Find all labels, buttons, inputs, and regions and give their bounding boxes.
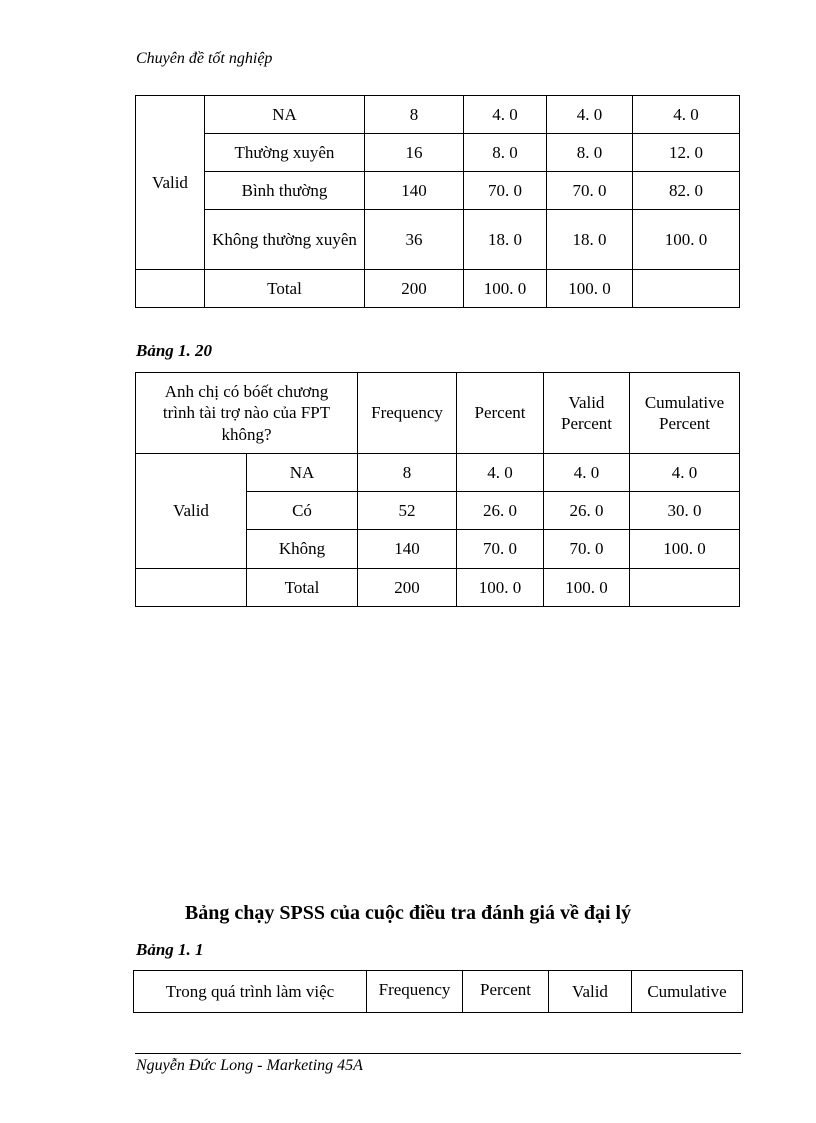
footer-divider (135, 1053, 741, 1054)
question-header: Trong quá trình làm việc (134, 971, 367, 1013)
row-label: Bình thường (205, 172, 365, 210)
col-header: Frequency (358, 373, 457, 454)
valid-percent-cell: 8. 0 (547, 134, 633, 172)
cumulative-percent-cell: 100. 0 (633, 210, 740, 270)
table-3 (133, 970, 743, 1013)
question-header: Anh chị có bóết chương trình tài trợ nào của FPT không? (136, 373, 358, 454)
valid-percent-cell: 70. 0 (544, 530, 630, 569)
cumulative-percent-cell (633, 270, 740, 308)
row-label: Total (247, 569, 358, 607)
percent-cell: 8. 0 (464, 134, 547, 172)
frequency-cell: 200 (358, 569, 457, 607)
row-label: NA (247, 454, 358, 492)
section-title: Bảng chạy SPSS của cuộc điều tra đánh giá về đại lý (184, 902, 632, 924)
table-1 (135, 95, 740, 308)
row-label: Không (247, 530, 358, 569)
cumulative-percent-cell: 82. 0 (633, 172, 740, 210)
table-row (136, 172, 740, 210)
row-label: Total (205, 270, 365, 308)
frequency-cell: 8 (365, 96, 464, 134)
percent-cell: 100. 0 (457, 569, 544, 607)
frequency-cell: 52 (358, 492, 457, 530)
row-label: Có (247, 492, 358, 530)
cumulative-percent-cell: 100. 0 (630, 530, 740, 569)
row-label: Không thường xuyên (205, 210, 365, 270)
percent-cell: 70. 0 (457, 530, 544, 569)
table-row-total (136, 270, 740, 308)
cumulative-percent-cell: 4. 0 (633, 96, 740, 134)
valid-percent-cell: 100. 0 (547, 270, 633, 308)
empty-cell (136, 270, 205, 308)
valid-percent-cell: 26. 0 (544, 492, 630, 530)
cumulative-percent-cell (630, 569, 740, 607)
page-footer: Nguyễn Đức Long - Marketing 45A (136, 1057, 363, 1074)
group-label: Valid (136, 96, 205, 270)
page-header: Chuyên đề tốt nghiệp (136, 50, 273, 67)
col-header: Cumulative Percent (630, 373, 740, 454)
frequency-cell: 8 (358, 454, 457, 492)
frequency-cell: 200 (365, 270, 464, 308)
col-header: Cumulative (632, 971, 743, 1013)
col-header: Valid Percent (544, 373, 630, 454)
percent-cell: 100. 0 (464, 270, 547, 308)
cumulative-percent-cell: 30. 0 (630, 492, 740, 530)
row-label: Thường xuyên (205, 134, 365, 172)
table-row-total (136, 569, 740, 607)
frequency-cell: 36 (365, 210, 464, 270)
valid-percent-cell: 100. 0 (544, 569, 630, 607)
percent-cell: 70. 0 (464, 172, 547, 210)
cumulative-percent-cell: 12. 0 (633, 134, 740, 172)
group-label: Valid (136, 454, 247, 569)
valid-percent-cell: 18. 0 (547, 210, 633, 270)
valid-percent-cell: 70. 0 (547, 172, 633, 210)
row-label: NA (205, 96, 365, 134)
table-header-row (136, 373, 740, 454)
table-row (136, 96, 740, 134)
valid-percent-cell: 4. 0 (544, 454, 630, 492)
table-row (136, 210, 740, 270)
frequency-cell: 16 (365, 134, 464, 172)
valid-percent-cell: 4. 0 (547, 96, 633, 134)
empty-cell (136, 569, 247, 607)
percent-cell: 18. 0 (464, 210, 547, 270)
col-header: Valid (549, 971, 632, 1013)
frequency-cell: 140 (365, 172, 464, 210)
table-caption: Bảng 1. 20 (136, 341, 213, 360)
cumulative-percent-cell: 4. 0 (630, 454, 740, 492)
table-header-row (134, 971, 743, 1013)
col-header: Percent (463, 971, 549, 1013)
table-row (136, 454, 740, 492)
col-header: Frequency (367, 971, 463, 1013)
table-caption: Bảng 1. 1 (136, 940, 204, 959)
table-2 (135, 372, 740, 607)
percent-cell: 26. 0 (457, 492, 544, 530)
table-row (136, 134, 740, 172)
col-header: Percent (457, 373, 544, 454)
frequency-cell: 140 (358, 530, 457, 569)
percent-cell: 4. 0 (464, 96, 547, 134)
percent-cell: 4. 0 (457, 454, 544, 492)
